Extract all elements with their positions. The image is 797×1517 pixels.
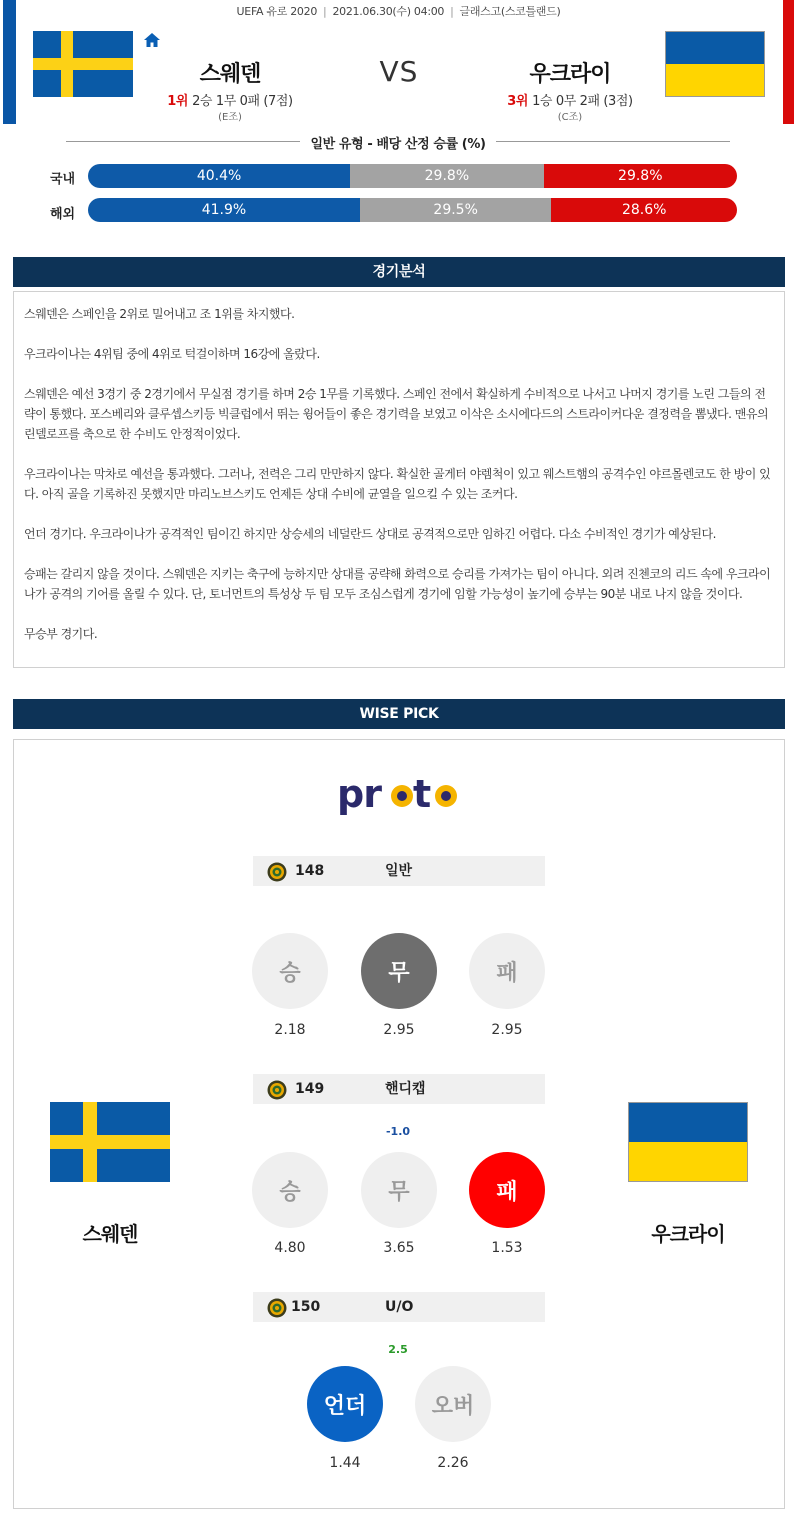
pick-header [253,1074,545,1104]
home-icon[interactable] [143,32,161,48]
home-group: (E조) [218,112,242,123]
odds-away-segment: 28.6% [551,198,737,222]
pick-lose-option[interactable]: 패 [469,933,545,1009]
analysis-paragraph: 승패는 갈리지 않을 것이다. 스웨덴은 지키는 축구에 능하지만 상대를 공략해 화력으로 승리를 가져가는 팀이 아니다. 외려 진첸코의 리드 속에 우크라이나가 공격의 기어를 올릴 수 있다. 단, 토너먼트의 특성상 두 팀 모두 조심스럽게 경기에 임할 가능성이 높기에 승부는 90분 내로 나지 않을 것이다. [24,567,771,601]
pick-over-option[interactable]: 오버 [415,1366,491,1442]
pick-odd: 1.44 [329,1455,361,1471]
proto-logo [335,776,465,820]
pick-type: 핸디캡 [385,1081,426,1097]
analysis-paragraph: 무승부 경기다. [24,627,98,641]
home-team-name: 스웨덴 [199,62,261,87]
pick-odd: 3.65 [383,1240,415,1256]
pick-odd: 4.80 [274,1240,306,1256]
odds-row-label: 국내 [50,172,76,187]
odds-home-segment: 40.4% [88,164,350,188]
analysis-paragraph: 스웨덴은 예선 3경기 중 2경기에서 무실점 경기를 하며 2승 1무를 기록했다. 스페인 전에서 확실하게 수비적으로 나서고 나머지 경기를 노린 그들의 전략이 통했다. 포스베리와 클루셉스키등 빅클럽에서 뛰는 윙어들이 좋은 경기력을 보였고 이삭은 소시에다드의 스트라이커다운 결정력을 뽐냈다. 맨유의 린델로프를 축으로 한 수비도 안정적이었다. [24,387,769,441]
analysis-paragraph: 언더 경기다. 우크라이나가 공격적인 팀이긴 하지만 상승세의 네덜란드 상대로 공격적으로만 임하긴 어렵다. 다소 수비적인 경기가 예상된다. [24,527,716,541]
odds-bar-domestic [88,164,737,188]
odds-draw-segment: 29.8% [350,164,543,188]
pick-win-option[interactable]: 승 [252,1152,328,1228]
wise-pick-section-title: WISE PICK [13,699,785,729]
analysis-paragraph: 우크라이나는 4위팀 중에 4위로 턱걸이하며 16강에 올랐다. [24,347,320,361]
league-name: UEFA 유로 2020 [236,5,318,18]
home-record-text: 2승 1무 0패 (7점) [192,94,293,109]
away-team-name: 우크라이 [529,62,611,87]
away-rank: 3위 [507,94,529,109]
pick-win-option[interactable]: 승 [252,933,328,1009]
svg-text:pr: pr [337,776,381,816]
match-info: UEFA 유로 2020 | 2021.06.30(수) 04:00 | 글래스고(스코틀랜드) [236,5,561,18]
pick-number: 150 [291,1299,321,1315]
odds-away-segment: 29.8% [544,164,737,188]
pick-odd: 1.53 [491,1240,523,1256]
odds-row-label: 해외 [50,207,76,222]
away-record-text: 1승 0무 2패 (3점) [532,94,633,109]
uo-baseline: 2.5 [388,1343,408,1356]
pick-header [253,1292,545,1322]
pick-number: 149 [295,1081,325,1097]
analysis-section-title: 경기분석 [13,257,785,287]
vs-label: VS [379,55,419,88]
home-flag-large [50,1102,170,1182]
pick-number: 148 [295,863,325,879]
pick-lose-option[interactable]: 패 [469,1152,545,1228]
home-rank: 1위 [167,94,189,109]
pick-odd: 2.18 [274,1022,306,1038]
home-team-name-large: 스웨덴 [82,1222,138,1246]
pick-draw-option[interactable]: 무 [361,1152,437,1228]
handicap-value: -1.0 [385,1125,411,1138]
analysis-text [13,291,785,668]
home-flag [33,31,133,97]
pick-odd: 2.26 [437,1455,469,1471]
odds-rate-title: 일반 유형 - 배당 산정 승률 (%) [300,133,496,152]
pick-odd: 2.95 [491,1022,523,1038]
pick-odd: 2.95 [383,1022,415,1038]
pick-draw-option[interactable]: 무 [361,933,437,1009]
pick-type: U/O [385,1299,414,1315]
away-team-name-large: 우크라이 [651,1222,725,1246]
odds-bar-overseas [88,198,737,222]
away-flag-large [628,1102,748,1182]
pick-type: 일반 [385,863,413,879]
target-icon [267,1298,287,1318]
odds-draw-segment: 29.5% [360,198,551,222]
odds-home-segment: 41.9% [88,198,360,222]
away-record [490,90,650,109]
svg-text:t: t [413,776,432,816]
target-icon [267,862,287,882]
analysis-paragraph: 우크라이나는 막차로 예선을 통과했다. 그러나, 전력은 그리 만만하지 않다. 확실한 골게터 야렘척이 있고 웨스트햄의 공격수인 야르몰렌코도 한 방이 있다. 아직 골을 기록하진 못했지만 마리노브스키도 언제든 상대 수비에 균열을 일으킬 수 있는 조커다. [24,467,771,501]
analysis-paragraph: 스웨덴은 스페인을 2위로 밀어내고 조 1위를 차지했다. [24,307,295,321]
pick-under-option[interactable]: 언더 [307,1366,383,1442]
match-venue: 글래스고(스코틀랜드) [459,5,561,18]
pick-header [253,856,545,886]
away-group: (C조) [557,112,583,123]
home-record [150,90,310,109]
away-flag [665,31,765,97]
target-icon [267,1080,287,1100]
match-datetime: 2021.06.30(수) 04:00 [332,5,445,18]
